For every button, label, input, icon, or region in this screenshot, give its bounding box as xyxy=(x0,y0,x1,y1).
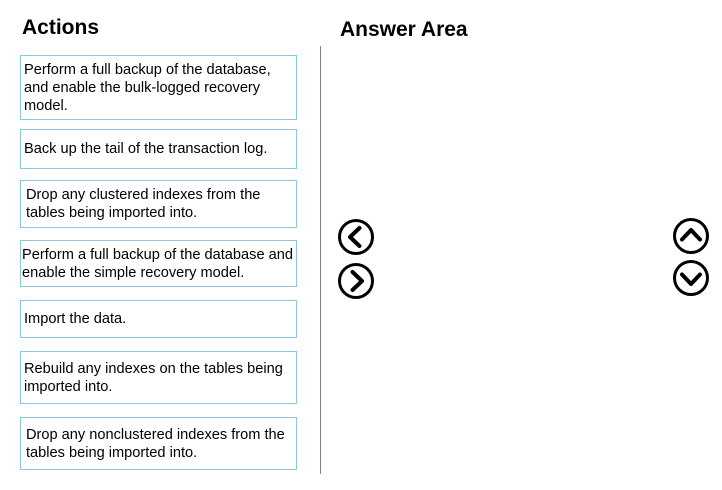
action-item-label: Drop any nonclustered indexes from the tables being imported into. xyxy=(26,426,285,461)
answer-area-dropzone[interactable] xyxy=(385,55,660,470)
move-left-button[interactable] xyxy=(337,218,375,256)
circle-chevron-left-icon xyxy=(337,218,375,256)
action-item-label: Drop any clustered indexes from the tables being imported into. xyxy=(26,187,261,221)
action-item-full-backup-bulk-logged[interactable] xyxy=(20,55,297,120)
action-item-label: Perform a full backup of the database and enable the simple recovery model. xyxy=(22,246,293,281)
circle-chevron-up-icon xyxy=(672,217,710,255)
action-item-label: Back up the tail of the transaction log. xyxy=(24,141,268,157)
action-item-label: Perform a full backup of the database, and enable the bulk-logged recovery model. xyxy=(24,61,271,114)
action-item-full-backup-simple[interactable] xyxy=(20,240,297,287)
move-down-button[interactable] xyxy=(672,259,710,297)
action-item-drop-nonclustered-indexes[interactable] xyxy=(20,417,297,470)
action-item-rebuild-indexes[interactable] xyxy=(20,351,297,404)
action-item-label: Rebuild any indexes on the tables being imported into. xyxy=(24,360,283,395)
move-right-button[interactable] xyxy=(337,262,375,300)
action-item-import-data[interactable] xyxy=(20,300,297,338)
circle-chevron-right-icon xyxy=(337,262,375,300)
answer-area-heading: Answer Area xyxy=(340,18,468,41)
action-item-drop-clustered-indexes[interactable] xyxy=(20,180,297,228)
actions-heading: Actions xyxy=(22,16,100,39)
panel-divider xyxy=(320,46,321,474)
action-item-backup-tail-log[interactable] xyxy=(20,129,297,169)
circle-chevron-down-icon xyxy=(672,259,710,297)
move-up-button[interactable] xyxy=(672,217,710,255)
action-item-label: Import the data. xyxy=(24,311,127,327)
